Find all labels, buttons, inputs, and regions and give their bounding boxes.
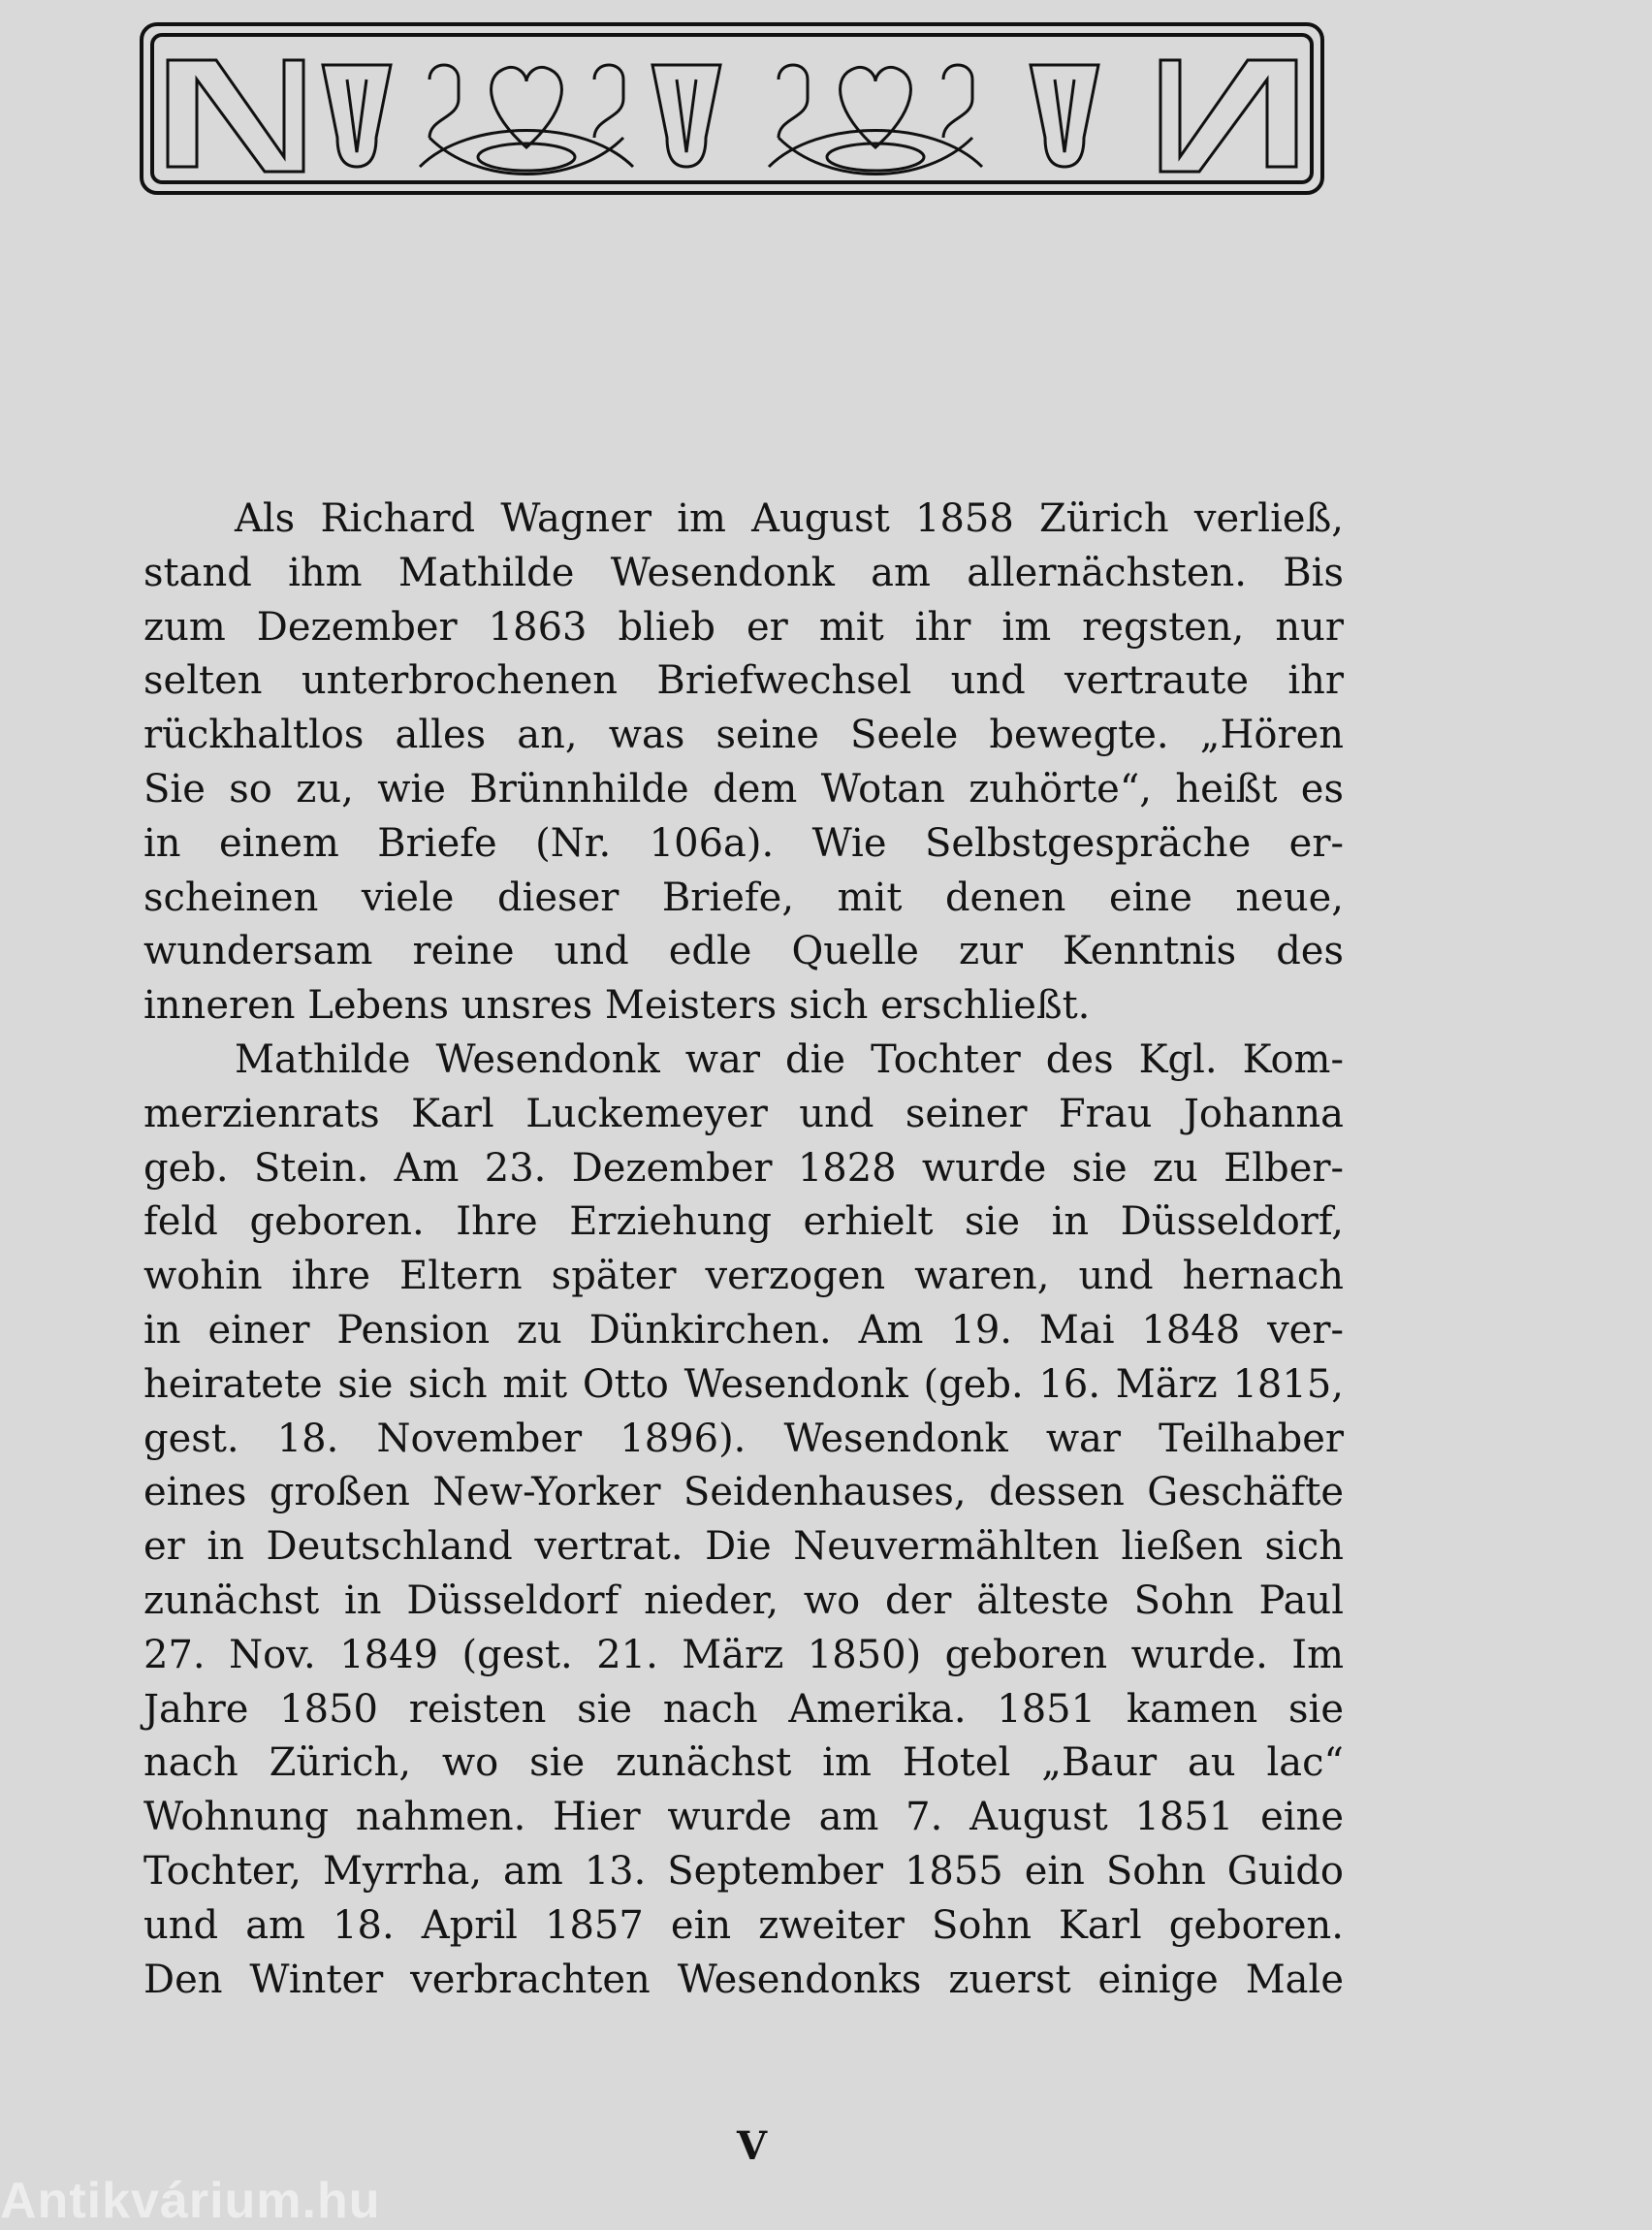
text-line: wundersam reine und edle Quelle zur Kenntnis des bbox=[143, 929, 1344, 974]
text-line: scheinen viele dieser Briefe, mit denen eine neue, bbox=[143, 875, 1344, 920]
text-line: selten unterbrochenen Briefwechsel und vertraute ihr bbox=[143, 658, 1344, 704]
text-line: feld geboren. Ihre Erziehung erhielt sie in Düsseldorf, bbox=[143, 1199, 1344, 1245]
text-line: inneren Lebens unsres Meisters sich erschließt. bbox=[143, 983, 1091, 1029]
text-line: Mathilde Wesendonk war die Tochter des Kgl. Kom- bbox=[235, 1036, 1344, 1082]
art-nouveau-header-ornament bbox=[139, 21, 1325, 196]
text-line: gest. 18. November 1896). Wesendonk war Teilhaber bbox=[143, 1416, 1344, 1461]
text-line: Den Winter verbrachten Wesendonks zuerst einige Male bbox=[143, 1957, 1344, 2002]
text-line: Jahre 1850 reisten sie nach Amerika. 1851 kamen sie bbox=[143, 1686, 1344, 1732]
text-line: nach Zürich, wo sie zunächst im Hotel „Baur au lac“ bbox=[143, 1740, 1344, 1786]
text-line: Als Richard Wagner im August 1858 Zürich verließ, bbox=[235, 496, 1344, 541]
body-text bbox=[143, 493, 1344, 2007]
text-line: eines großen New-Yorker Seidenhauses, dessen Geschäfte bbox=[143, 1470, 1344, 1515]
text-line: er in Deutschland vertrat. Die Neuvermählten ließen sich bbox=[143, 1524, 1344, 1570]
text-line: und am 18. April 1857 ein zweiter Sohn Karl geboren. bbox=[143, 1902, 1344, 1948]
text-line: zunächst in Düsseldorf nieder, wo der älteste Sohn Paul bbox=[143, 1577, 1344, 1623]
text-line: merzienrats Karl Luckemeyer und seiner Frau Johanna bbox=[143, 1091, 1344, 1136]
paragraph-2 bbox=[143, 1034, 1344, 2007]
text-line: geb. Stein. Am 23. Dezember 1828 wurde sie zu Elber- bbox=[143, 1145, 1344, 1191]
text-line: in einer Pension zu Dünkirchen. Am 19. Mai 1848 ver- bbox=[143, 1307, 1344, 1353]
text-line: Tochter, Myrrha, am 13. September 1855 ein Sohn Guido bbox=[143, 1848, 1344, 1894]
text-line: in einem Briefe (Nr. 106a). Wie Selbstgespräche er- bbox=[143, 820, 1344, 866]
text-line: 27. Nov. 1849 (gest. 21. März 1850) geboren wurde. Im bbox=[143, 1632, 1344, 1677]
text-line: Wohnung nahmen. Hier wurde am 7. August 1851 eine bbox=[143, 1795, 1344, 1840]
text-line: stand ihm Mathilde Wesendonk am allernächsten. Bis bbox=[143, 550, 1344, 595]
page-number: V bbox=[737, 2123, 768, 2169]
text-line: wohin ihre Eltern später verzogen waren, und hernach bbox=[143, 1254, 1344, 1299]
watermark: Antikvárium.hu bbox=[0, 2173, 381, 2229]
text-line: heiratete sie sich mit Otto Wesendonk (geb. 16. März 1815, bbox=[143, 1361, 1344, 1407]
text-line: zum Dezember 1863 blieb er mit ihr im regsten, nur bbox=[143, 604, 1344, 650]
text-line: Sie so zu, wie Brünnhilde dem Wotan zuhörte“, heißt es bbox=[143, 766, 1344, 812]
text-line: rückhaltlos alles an, was seine Seele bewegte. „Hören bbox=[143, 713, 1344, 758]
paragraph-1 bbox=[143, 493, 1344, 1034]
